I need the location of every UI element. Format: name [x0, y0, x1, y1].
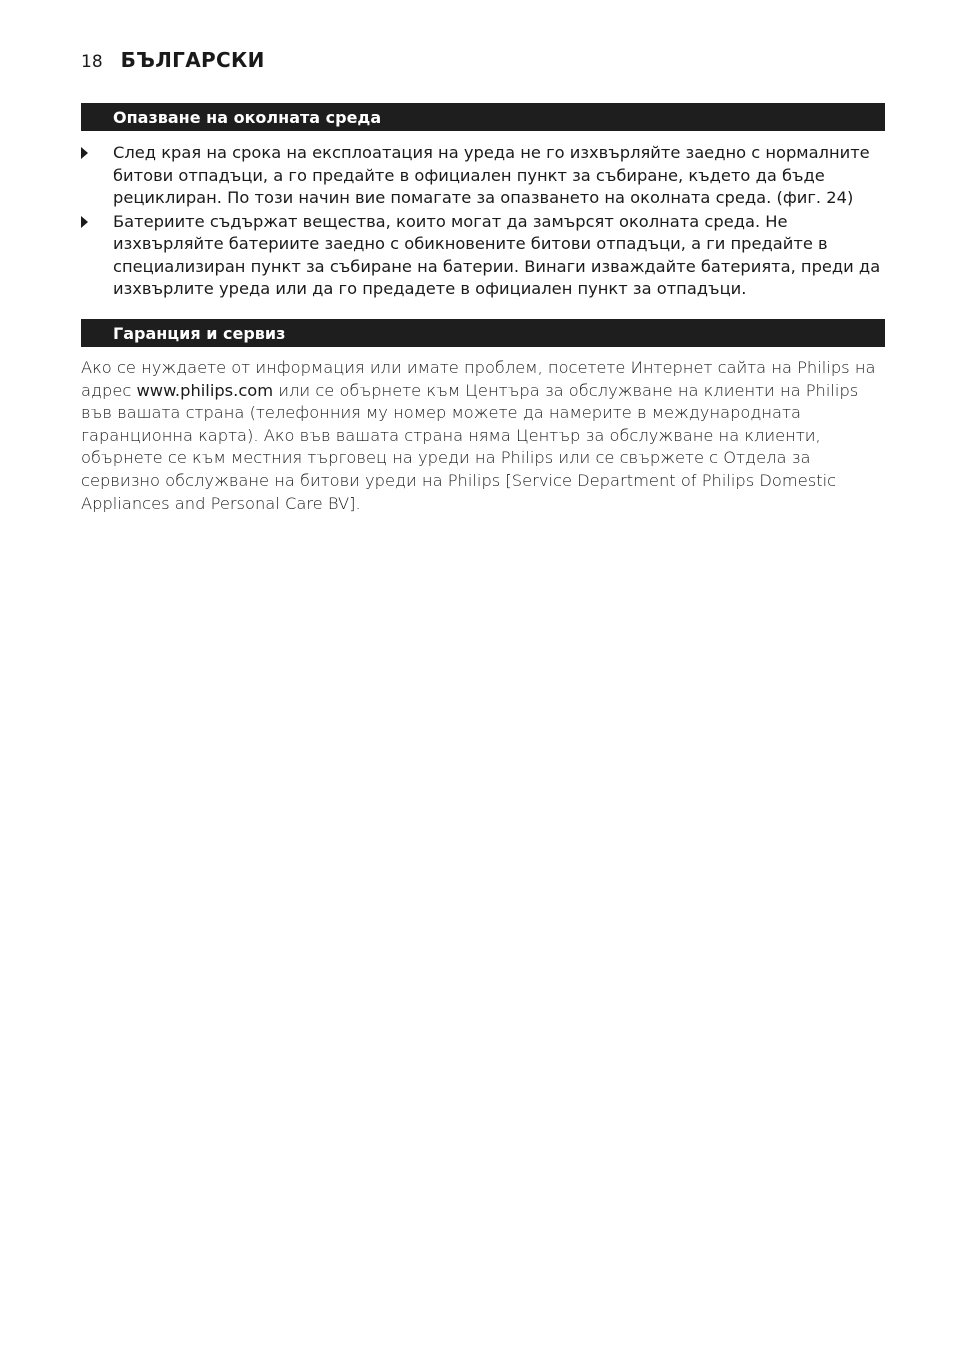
bullet-triangle-icon: [81, 216, 88, 228]
section-heading-guarantee: Гаранция и сервиз: [81, 319, 885, 347]
philips-website-link[interactable]: www.philips.com: [136, 380, 274, 400]
page-header: [81, 48, 265, 72]
section-heading-environment: Опазване на околната среда: [81, 103, 885, 131]
environment-bullet-list: [81, 142, 887, 302]
guarantee-paragraph: [81, 357, 889, 515]
list-item: [81, 211, 887, 301]
list-item: [81, 142, 887, 210]
bullet-triangle-icon: [81, 147, 88, 159]
paragraph-text-before: Ако се нуждаете от информация или имате проблем, посетете Интернет сайта на Philips на адрес: [81, 358, 876, 400]
page-language-title: БЪЛГАРСКИ: [120, 48, 265, 72]
bullet-text: Батериите съдържат вещества, които могат да замърсят околната среда. Не изхвърляйте батериите заедно с обикновените битови отпадъци, а ги предайте в специализиран пункт за събиране на батерии. Винаги изваждайте батерията, преди да изхвърлите уреда или да го предадете в официален пункт за отпадъци.: [113, 211, 881, 298]
bullet-text: След края на срока на експлоатация на уреда не го изхвърляйте заедно с нормалните битови отпадъци, а го предайте в официален пункт за събиране, където да бъде рециклиран. По този начин вие помагате за опазването на околната среда. (фиг. 24): [113, 143, 870, 207]
paragraph-text-after: или се обърнете към Центъра за обслужване на клиенти на Philips във вашата страна (телефонния му номер можете да намерите в международната гаранционна карта). Ако във вашата страна няма Център за обслужване на клиенти, обърнете се към местния търговец на уреди на Philips или се свържете с Отдела за сервизно обслужване на битови уреди на Philips [Service Department of Philips Domestic Appliances and Personal Care BV].: [81, 380, 859, 513]
page-number: 18: [81, 52, 103, 72]
